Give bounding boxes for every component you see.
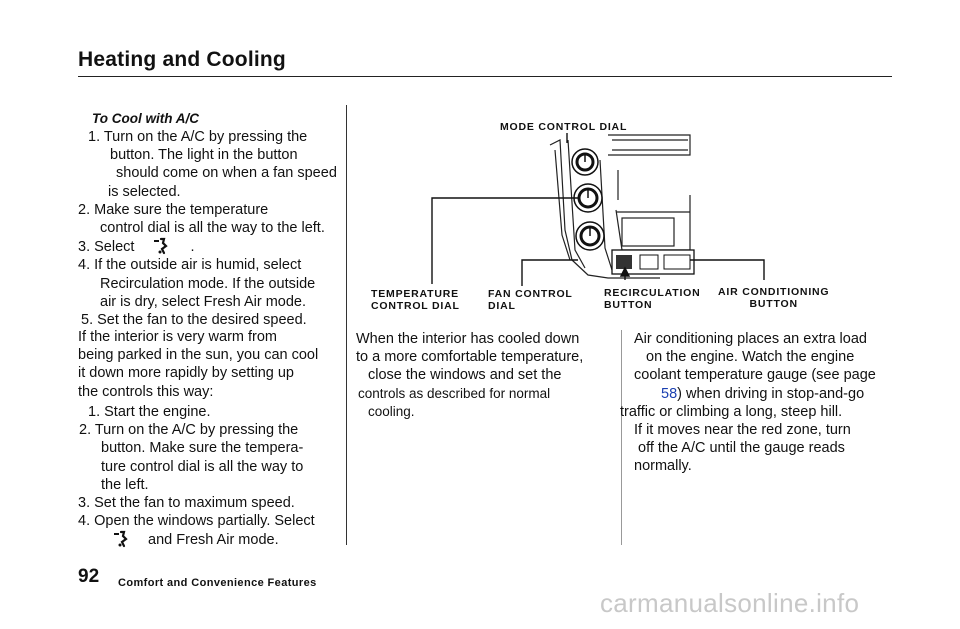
- cooled-paragraph: [356, 330, 618, 421]
- intro-line: being parked in the sun, you can cool: [78, 347, 319, 364]
- step-text: should come on when a fan speed: [116, 165, 337, 182]
- para-line: Air conditioning places an extra load: [634, 331, 867, 347]
- step-a5: [78, 311, 343, 329]
- step-text: air is dry, select Fresh Air mode.: [100, 293, 307, 310]
- mode-control-dial-label: MODE CONTROL DIAL: [500, 121, 628, 133]
- ac-button-label: [718, 286, 829, 310]
- para-line: to a more comfortable temperature,: [356, 349, 584, 366]
- label-line: CONTROL DIAL: [371, 300, 460, 312]
- steps-a: [78, 128, 343, 329]
- label-line: AIR CONDITIONING: [718, 286, 830, 298]
- step-text: 5. Set the fan to the desired speed.: [81, 312, 307, 329]
- para-line: coolant temperature gauge (see page: [634, 367, 876, 384]
- step-text: control dial is all the way to the left.: [100, 220, 325, 237]
- label-line: BUTTON: [749, 298, 798, 310]
- para-line: When the interior has cooled down: [356, 331, 580, 347]
- step-text: 4. Open the windows partially. Select: [78, 513, 315, 530]
- step-text: .: [190, 239, 195, 256]
- temperature-control-dial: [576, 222, 604, 250]
- mode-control-dial: [572, 149, 598, 175]
- label-line: RECIRCULATION: [604, 287, 701, 299]
- para-line: cooling.: [368, 403, 415, 419]
- page-title: Heating and Cooling: [78, 48, 286, 71]
- label-line: BUTTON: [604, 299, 653, 311]
- step-text: 2. Turn on the A/C by pressing the: [79, 422, 299, 439]
- ac-load-paragraph: [620, 330, 904, 476]
- step-text: 1. Start the engine.: [88, 404, 211, 420]
- step-text: the left.: [101, 476, 149, 493]
- step-b4: [78, 512, 346, 549]
- title-rule: [78, 76, 892, 77]
- intro-line: the controls this way:: [78, 383, 214, 400]
- defrost-mode-icon: [152, 237, 174, 255]
- page-reference-link[interactable]: 58: [661, 385, 678, 402]
- step-text: button. The light in the button: [110, 147, 298, 164]
- step-text: 3. Set the fan to maximum speed.: [78, 495, 295, 512]
- step-text: Recirculation mode. If the outside: [100, 275, 316, 292]
- step-a2: [78, 201, 343, 237]
- step-text: ture control dial is all the way to: [101, 458, 304, 475]
- section-footer: Comfort and Convenience Features: [118, 577, 317, 589]
- subheading: To Cool with A/C: [92, 111, 199, 126]
- para-line: traffic or climbing a long, steep hill.: [620, 403, 843, 420]
- para-line: close the windows and set the: [368, 367, 562, 384]
- intro-line: it down more rapidly by setting up: [78, 365, 294, 382]
- step-text: 4. If the outside air is humid, select: [78, 257, 302, 274]
- page-number: 92: [78, 566, 100, 587]
- defrost-mode-icon: [112, 530, 134, 548]
- para-line: ) when driving in stop-and-go: [677, 385, 865, 402]
- para-line: off the A/C until the gauge reads: [638, 440, 845, 457]
- steps-b: [78, 403, 346, 550]
- step-b3: [78, 494, 346, 512]
- label-line: TEMPERATURE: [371, 288, 459, 300]
- step-b1: [78, 403, 346, 421]
- para-line: If it moves near the red zone, turn: [634, 422, 851, 439]
- intro-line: If the interior is very warm from: [78, 329, 278, 345]
- temperature-dial-label: [371, 288, 460, 312]
- para-line: controls as described for normal: [358, 385, 551, 401]
- label-line: DIAL: [488, 300, 516, 312]
- step-b2: [78, 421, 346, 494]
- step-text: is selected.: [108, 183, 181, 200]
- step-text: button. Make sure the tempera-: [101, 440, 304, 457]
- fan-dial-label: [488, 288, 573, 312]
- step-a3: [78, 237, 343, 256]
- label-line: FAN CONTROL: [488, 288, 573, 300]
- step-text: 3. Select: [78, 239, 135, 256]
- column-divider: [346, 105, 347, 545]
- fan-control-dial: [574, 184, 602, 212]
- recirculation-button-label: [604, 287, 701, 311]
- step-a4: [78, 256, 343, 311]
- step-text: 1. Turn on the A/C by pressing the: [88, 129, 308, 145]
- para-line: normally.: [634, 458, 692, 475]
- column-divider-2: [621, 330, 622, 545]
- intro-paragraph: [78, 328, 343, 401]
- para-line: on the engine. Watch the engine: [646, 349, 855, 366]
- watermark: carmanualsonline.info: [600, 588, 860, 618]
- leader-lines: [432, 133, 764, 286]
- step-text: and Fresh Air mode.: [148, 532, 279, 549]
- step-text: 2. Make sure the temperature: [78, 201, 269, 218]
- step-a1: [78, 128, 343, 201]
